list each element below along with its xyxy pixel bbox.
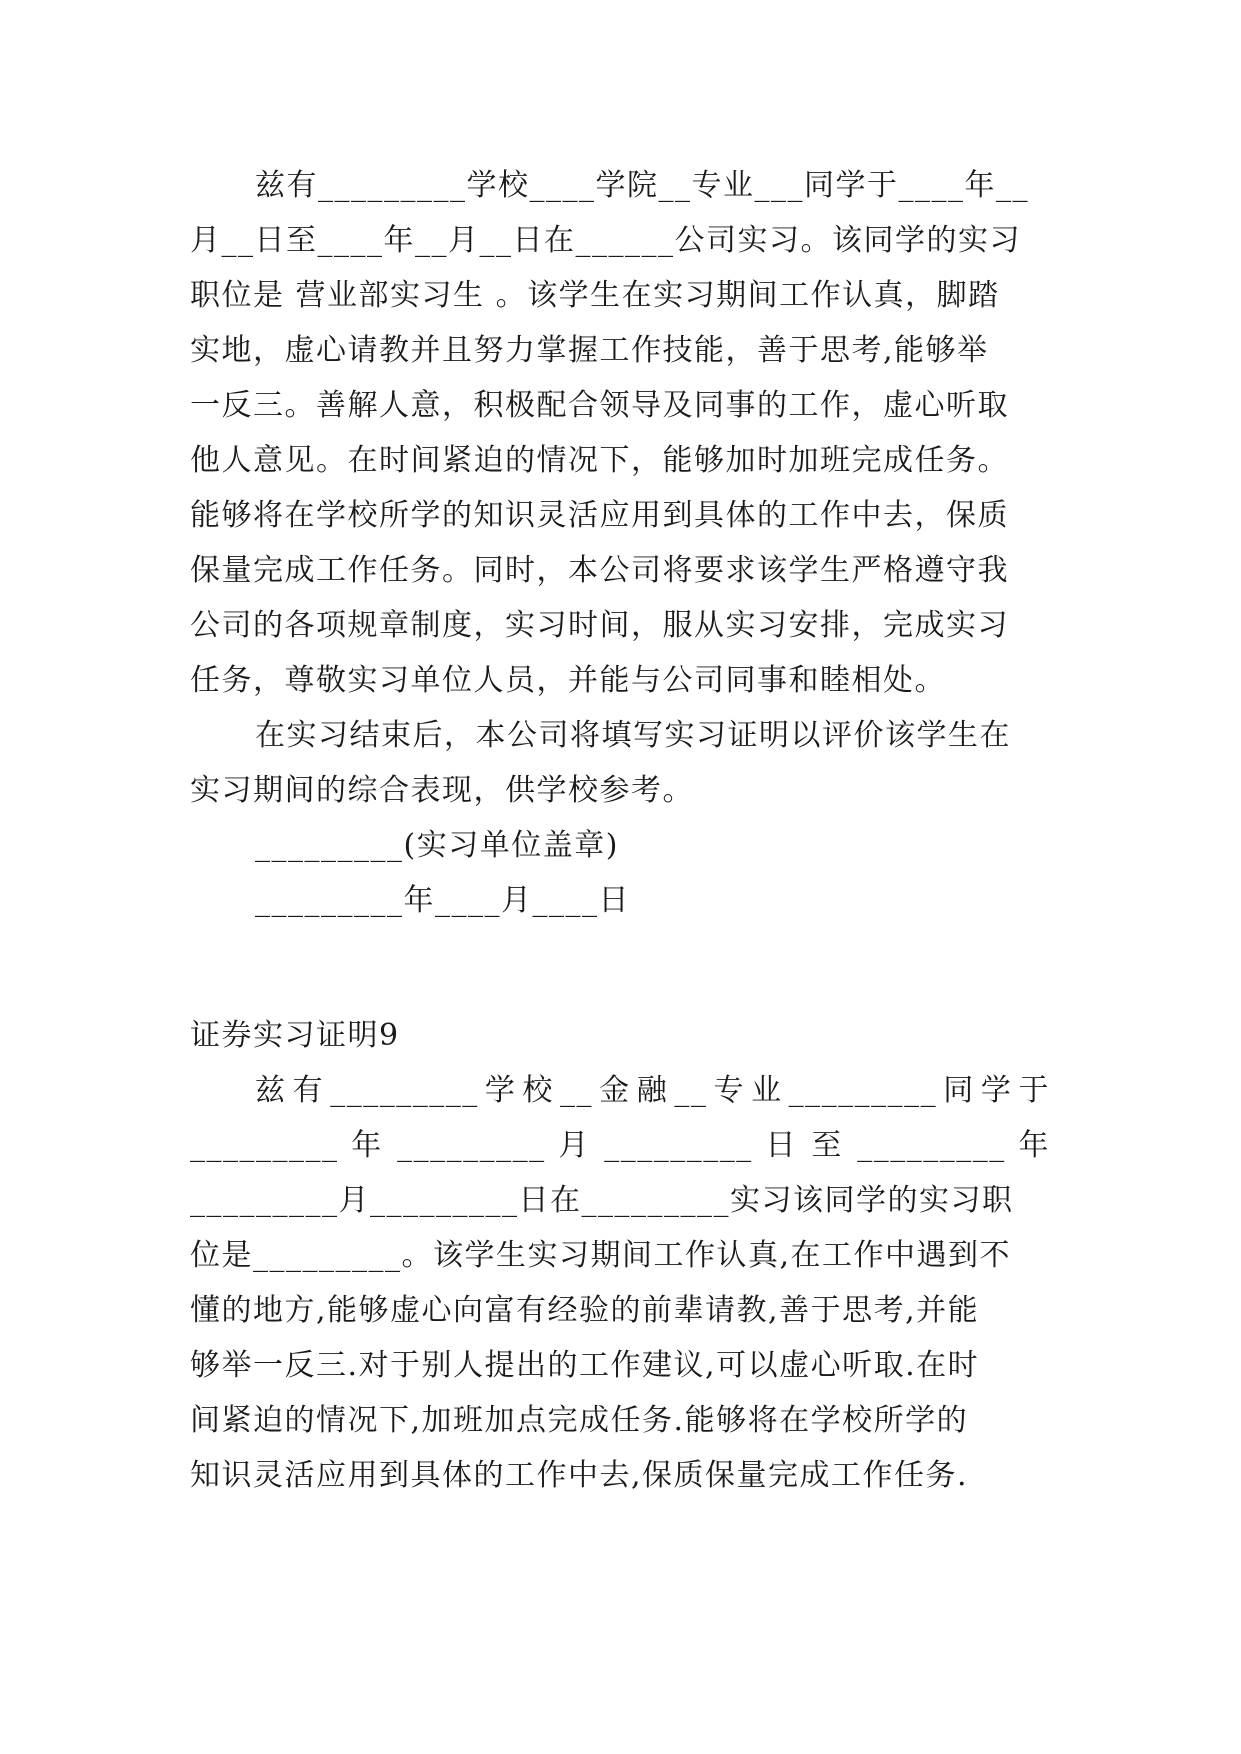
s1-p2-line-1: 在实习结束后，本公司将填写实习证明以评价该学生在 bbox=[255, 718, 1011, 753]
s2-line-3: _________月_________日在_________实习该同学的实习职 bbox=[190, 1183, 1014, 1218]
s1-p2-line-2: 实习期间的综合表现，供学校参考。 bbox=[190, 773, 694, 808]
s1-p1-line-8: 保量完成工作任务。同时，本公司将要求该学生严格遵守我 bbox=[190, 553, 1009, 588]
s1-p1-line-5: 一反三。善解人意，积极配合领导及同事的工作，虚心听取 bbox=[190, 388, 1009, 423]
s1-p1-line-2: 月__日至____年__月__日在______公司实习。该同学的实习 bbox=[190, 223, 1021, 258]
s2-line-5: 懂的地方,能够虚心向富有经验的前辈请教,善于思考,并能 bbox=[190, 1293, 980, 1328]
s2-line-1: 兹有_________学校__金融__专业_________同学于 bbox=[255, 1073, 1050, 1108]
s2-line-7: 间紧迫的情况下,加班加点完成任务.能够将在学校所学的 bbox=[190, 1403, 969, 1438]
s1-p1-line-9: 公司的各项规章制度，实习时间，服从实习安排，完成实习 bbox=[190, 608, 1009, 643]
s1-p1-line-7: 能够将在学校所学的知识灵活应用到具体的工作中去，保质 bbox=[190, 498, 1009, 533]
s1-p1-line-6: 他人意见。在时间紧迫的情况下，能够加时加班完成任务。 bbox=[190, 443, 1009, 478]
s2-line-4: 位是_________。该学生实习期间工作认真,在工作中遇到不 bbox=[190, 1238, 1012, 1273]
s2-line-6: 够举一反三.对于别人提出的工作建议,可以虚心听取.在时 bbox=[190, 1348, 980, 1383]
s1-p1-line-4: 实地，虚心请教并且努力掌握工作技能，善于思考,能够举 bbox=[190, 333, 989, 368]
s2-line-8: 知识灵活应用到具体的工作中去,保质保量完成工作任务. bbox=[190, 1458, 969, 1493]
date-line: _________年____月____日 bbox=[255, 883, 630, 918]
s1-p1-line-10: 任务，尊敬实习单位人员，并能与公司同事和睦相处。 bbox=[190, 663, 946, 698]
section-heading: 证券实习证明9 bbox=[190, 1018, 400, 1053]
s2-line-2: _________ 年 _________ 月 _________ 日 至 _________ 年 bbox=[190, 1128, 1050, 1163]
s1-p1-line-3: 职位是 营业部实习生 。该学生在实习期间工作认真，脚踏 bbox=[190, 278, 1000, 313]
stamp-line: _________(实习单位盖章) bbox=[255, 828, 619, 863]
s1-p1-line-1: 兹有_________学校____学院__专业___同学于____年__ bbox=[255, 168, 1029, 203]
